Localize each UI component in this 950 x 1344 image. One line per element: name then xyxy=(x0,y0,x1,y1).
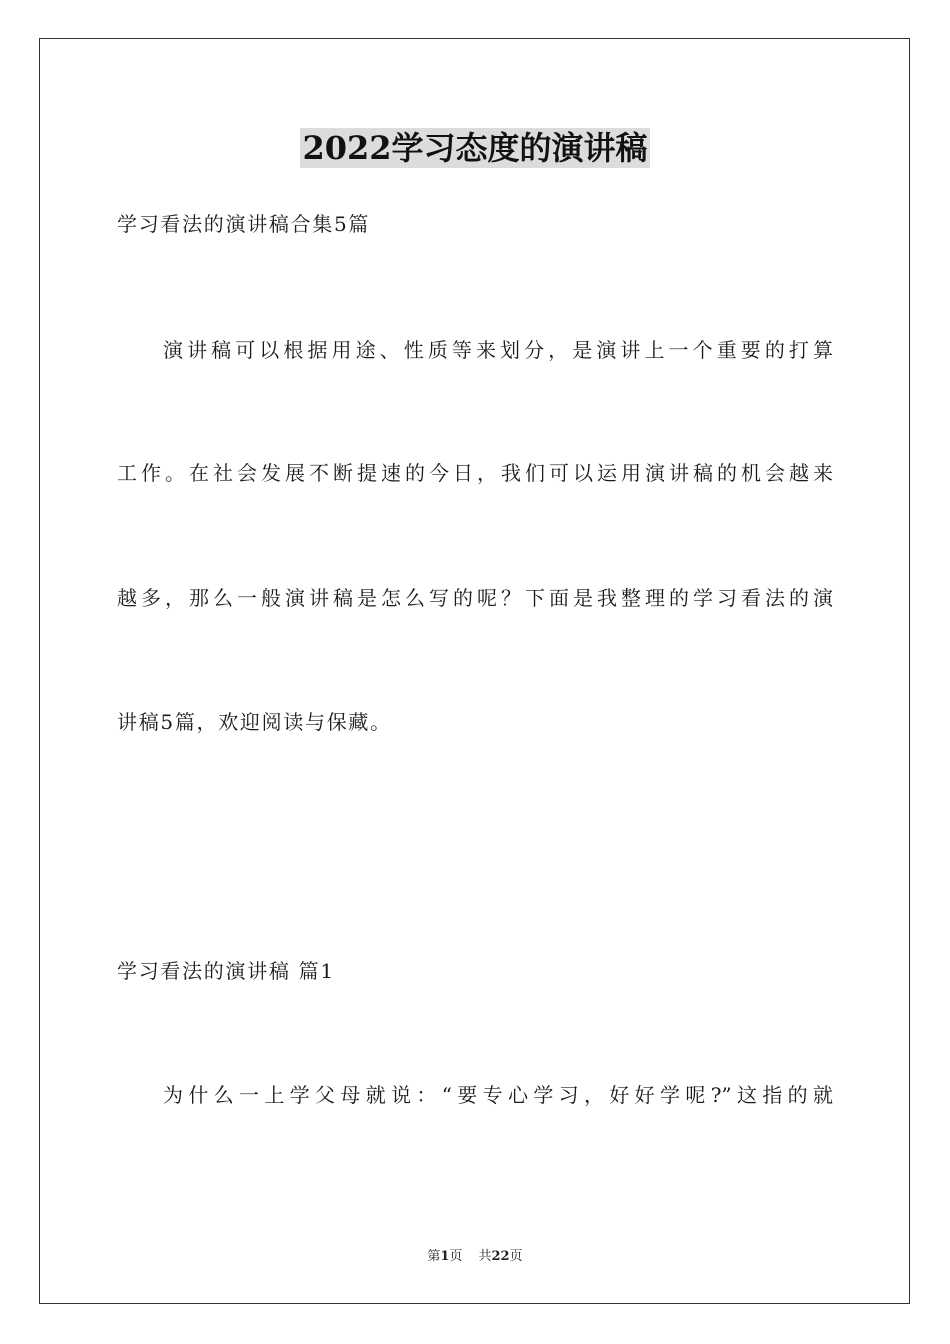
document-title: 2022学习态度的演讲稿 xyxy=(302,129,648,167)
section-line-1: 为什么一上学父母就说：“要专心学习，好好学呢?”这指的就 xyxy=(163,1083,833,1107)
footer-page-prefix: 第 xyxy=(427,1249,441,1264)
intro-line-4: 讲稿5篇，欢迎阅读与保藏。 xyxy=(117,710,392,734)
footer-total-prefix: 共 xyxy=(478,1249,492,1264)
footer-page-suffix: 页 xyxy=(449,1249,463,1264)
intro-line-3: 越多，那么一般演讲稿是怎么写的呢？下面是我整理的学习看法的演 xyxy=(117,586,833,610)
page-footer xyxy=(0,1248,950,1266)
intro-line-2: 工作。在社会发展不断提速的今日，我们可以运用演讲稿的机会越来 xyxy=(117,461,833,485)
intro-line-1: 演讲稿可以根据用途、性质等来划分，是演讲上一个重要的打算 xyxy=(163,338,833,362)
footer-total-suffix: 页 xyxy=(509,1249,523,1264)
document-subtitle: 学习看法的演讲稿合集5篇 xyxy=(117,212,371,236)
footer-total-pages: 22 xyxy=(491,1249,510,1264)
title-container xyxy=(0,128,950,168)
footer-page-number: 1 xyxy=(440,1249,450,1264)
section-heading: 学习看法的演讲稿 篇1 xyxy=(117,959,335,983)
